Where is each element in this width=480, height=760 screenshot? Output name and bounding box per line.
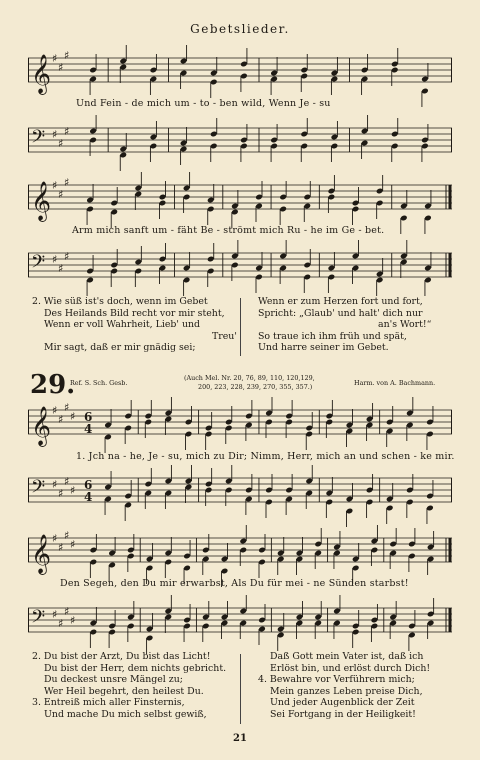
harmony-credit: Harm. von A. Bachmann. — [354, 379, 436, 387]
key-signature-sharp-icon: ♯ — [70, 538, 76, 551]
lyric-line: Arm mich sanft um - fäht Be - strömt mich Ru - he im Ge - bet. — [72, 225, 385, 236]
key-signature-sharp-icon: ♯ — [64, 176, 70, 189]
bass-clef-icon: 𝄢 — [31, 127, 46, 152]
key-signature-sharp-icon: ♯ — [58, 262, 64, 275]
key-signature-sharp-icon: ♯ — [70, 614, 76, 627]
verse-line: Du deckest unsre Mängel zu; — [44, 674, 183, 685]
verse-line: Des Heilands Bild recht vor mir steht, — [44, 307, 225, 319]
key-signature-sharp-icon: ♯ — [58, 413, 64, 426]
page-number: 21 — [233, 733, 247, 744]
verse-line: So traue ich ihm früh und spät, — [258, 330, 407, 342]
lyric-line: Und Fein - de mich um - to - ben wild, Wenn Je - su — [76, 98, 331, 109]
key-signature-sharp-icon: ♯ — [52, 404, 58, 417]
hymn28-verses-left — [32, 296, 237, 354]
key-signature-sharp-icon: ♯ — [64, 125, 70, 138]
verse-line: Sei Fortgang in der Heiligkeit! — [270, 708, 416, 720]
key-signature-sharp-icon: ♯ — [58, 617, 64, 630]
key-signature-sharp-icon: ♯ — [70, 410, 76, 423]
verse-line: Mir sagt, daß er mir gnädig sei; — [44, 342, 196, 353]
key-signature-sharp-icon: ♯ — [52, 179, 58, 192]
treble-clef-icon: 𝄞 — [31, 181, 52, 221]
key-signature-sharp-icon: ♯ — [64, 401, 70, 414]
hymn29-verses-right — [258, 651, 430, 720]
treble-clef-icon: 𝄞 — [31, 406, 52, 446]
verse-line: 2. Wie süß ist's doch, wenn im Gebet — [32, 296, 208, 307]
hymn29-verses-left — [32, 651, 226, 720]
bass-staff — [28, 598, 452, 648]
verse-line: Erlöst bin, und erlöst durch Dich! — [270, 662, 431, 674]
key-signature-sharp-icon: ♯ — [52, 253, 58, 266]
hymn28-verses-right — [258, 296, 431, 354]
lyric-line: Den Segen, den Du mir erwarbst, Als Du für mei - ne Sünden starbst! — [60, 578, 409, 589]
key-signature-sharp-icon: ♯ — [58, 541, 64, 554]
verse-line: Spricht: „Glaub' und halt' dich nur — [258, 307, 423, 319]
verse-line: Mein ganzes Leben preise Dich, — [270, 685, 423, 697]
verse-line: 4. Bewahre vor Verführern mich; — [258, 674, 415, 685]
verse-line: Wenn er voll Wahrheit, Lieb' und — [44, 319, 201, 330]
alternate-melodies: 200, 223, 228, 239, 270, 355, 357.) — [198, 383, 313, 391]
key-signature-sharp-icon: ♯ — [64, 250, 70, 263]
key-signature-sharp-icon: ♯ — [64, 49, 70, 62]
verse-line: Treu' — [212, 330, 237, 342]
section-title: Gebetslieder. — [190, 22, 290, 36]
verse-line: Und jeder Augenblick der Zeit — [270, 697, 415, 708]
verse-line: Und mache Du mich selbst gewiß, — [44, 708, 207, 720]
verse-line: Und harre seiner im Gebet. — [258, 342, 389, 353]
key-signature-sharp-icon: ♯ — [58, 487, 64, 500]
bass-staff — [28, 468, 452, 518]
time-signature-bottom: 4 — [84, 422, 93, 436]
time-signature-bottom: 4 — [84, 490, 93, 504]
key-signature-sharp-icon: ♯ — [52, 532, 58, 545]
verse-line: Daß Gott mein Vater ist, daß ich — [270, 651, 424, 662]
column-divider — [240, 654, 241, 724]
key-signature-sharp-icon: ♯ — [64, 475, 70, 488]
key-signature-sharp-icon: ♯ — [52, 128, 58, 141]
hymn-source: Ref. S. Sch. Gesb. — [70, 379, 128, 387]
verse-line: Du bist der Herr, dem nichts gebricht. — [44, 662, 227, 674]
bass-staff — [28, 118, 452, 168]
treble-staff — [28, 528, 452, 578]
key-signature-sharp-icon: ♯ — [58, 137, 64, 150]
verse-line: Wer Heil begehrt, den heilest Du. — [44, 685, 204, 697]
bass-clef-icon: 𝄢 — [31, 607, 46, 632]
key-signature-sharp-icon: ♯ — [58, 188, 64, 201]
verse-line: 2. Du bist der Arzt, Du bist das Licht! — [32, 651, 211, 662]
treble-staff — [28, 175, 452, 225]
alternate-melodies: (Auch Mel. Nr. 20, 76, 89, 110, 120,129, — [184, 374, 315, 382]
time-signature-top: 6 — [84, 478, 93, 492]
treble-staff — [28, 400, 452, 450]
verse-line: Wenn er zum Herzen fort und fort, — [258, 296, 423, 307]
column-divider — [240, 298, 241, 356]
key-signature-sharp-icon: ♯ — [52, 52, 58, 65]
treble-clef-icon: 𝄞 — [31, 54, 52, 94]
bass-staff — [28, 243, 452, 293]
key-signature-sharp-icon: ♯ — [70, 484, 76, 497]
hymn-number: 29. — [30, 370, 76, 400]
key-signature-sharp-icon: ♯ — [64, 605, 70, 618]
verse-line: 3. Entreiß mich aller Finsternis, — [32, 697, 185, 708]
bass-clef-icon: 𝄢 — [31, 477, 46, 502]
time-signature-top: 6 — [84, 410, 93, 424]
treble-staff — [28, 48, 452, 98]
lyric-line: 1. Jch na - he, Je - su, mich zu Dir; Nimm, Herr, mich an und schen - ke mir. — [76, 451, 455, 462]
key-signature-sharp-icon: ♯ — [58, 61, 64, 74]
treble-clef-icon: 𝄞 — [31, 534, 52, 574]
key-signature-sharp-icon: ♯ — [64, 529, 70, 542]
bass-clef-icon: 𝄢 — [31, 252, 46, 277]
key-signature-sharp-icon: ♯ — [52, 608, 58, 621]
key-signature-sharp-icon: ♯ — [52, 478, 58, 491]
verse-line: an's Wort!“ — [378, 319, 432, 330]
